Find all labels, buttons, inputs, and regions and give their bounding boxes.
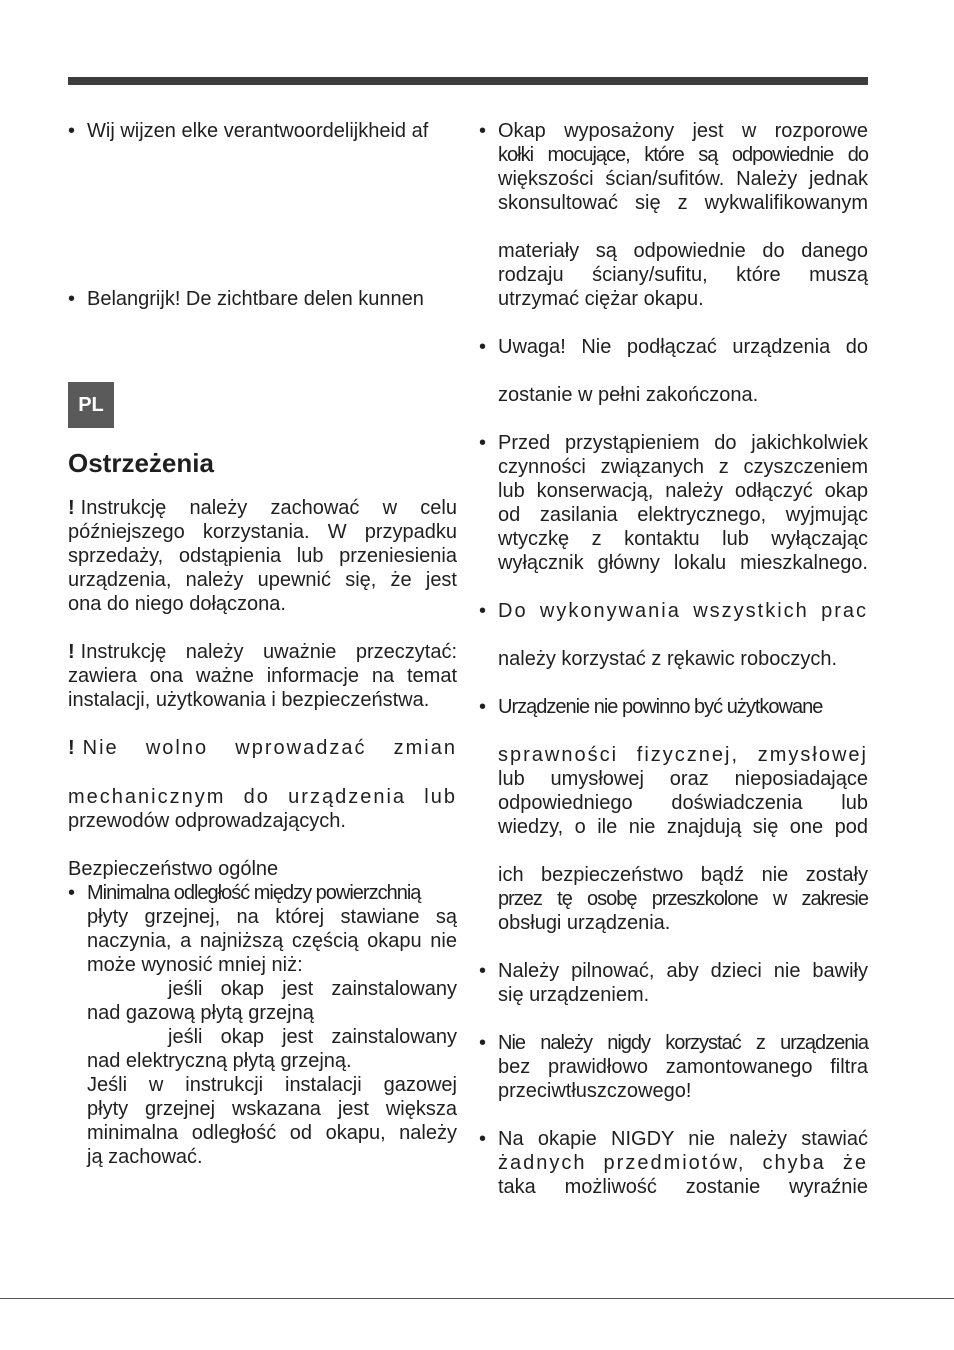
- r3-line: wtyczkę z kontaktu lub wyłączając: [498, 528, 868, 550]
- exclamation-icon: !: [68, 641, 75, 663]
- r5-line: obsługi urządzenia.: [498, 912, 671, 934]
- r5-line: odpowiedniego doświadczenia lub: [498, 792, 868, 814]
- r5-line: przez tę osobę przeszkolone w zakresie: [498, 888, 868, 910]
- r1-line: utrzymać ciężar okapu.: [498, 288, 704, 310]
- r6-line: się urządzeniem.: [498, 984, 650, 1006]
- warning-1-line: urządzenia, należy upewnić się, że jest: [68, 569, 457, 591]
- r3-line: lub konserwacją, należy odłączyć okap: [498, 480, 868, 502]
- safety-line: nad elektryczną płytą grzejną.: [87, 1050, 352, 1072]
- r5-line: ich bezpieczeństwo bądź nie zostały: [498, 864, 868, 886]
- r5-line: wiedzy, o ile nie znajdują się one pod: [498, 816, 868, 838]
- bullet: •: [479, 1128, 487, 1150]
- r8-line: taka możliwość zostanie wyraźnie: [498, 1176, 868, 1198]
- warning-3-line: przewodów odprowadzających.: [68, 810, 346, 832]
- nl-item-1: Wij wijzen elke verantwoordelijkheid af: [87, 120, 429, 142]
- r6-line: Należy pilnować, aby dzieci nie bawiły: [498, 960, 868, 982]
- bullet: •: [479, 336, 487, 358]
- bullet: •: [479, 432, 487, 454]
- r1-line: skonsultować się z wykwalifikowanym: [498, 192, 868, 214]
- bullet: •: [479, 696, 487, 718]
- bullet: •: [479, 1032, 487, 1054]
- top-rule: [68, 77, 868, 85]
- warning-2-line: zawiera ona ważne informacje na temat: [68, 665, 457, 687]
- bullet: •: [479, 120, 487, 142]
- r1-line: materiały są odpowiednie do danego: [498, 240, 868, 262]
- subsection-title: Bezpieczeństwo ogólne: [68, 858, 279, 880]
- r1-line: większości ścian/sufitów. Należy jednak: [498, 168, 868, 190]
- exclamation-icon: !: [68, 497, 75, 519]
- safety-line: Minimalna odległość między powierzchnią: [87, 882, 421, 904]
- warning-3-line: ! Nie wolno wprowadzać zmian: [68, 737, 457, 759]
- r4-line: Do wykonywania wszystkich prac: [498, 600, 868, 622]
- bullet: •: [68, 120, 76, 142]
- warning-1-line: ona do niego dołączona.: [68, 593, 286, 615]
- nl-item-2: Belangrijk! De zichtbare delen kunnen: [87, 288, 424, 310]
- r2-line: zostanie w pełni zakończona.: [498, 384, 759, 406]
- r5-line: lub umysłowej oraz nieposiadające: [498, 768, 868, 790]
- warning-2-line: ! Instrukcję należy uważnie przeczytać:: [68, 641, 457, 663]
- safety-line: ją zachować.: [87, 1146, 203, 1168]
- warning-1-line: późniejszego korzystania. W przypadku: [68, 521, 457, 543]
- section-heading: Ostrzeżenia: [68, 448, 214, 478]
- bottom-rule: [0, 1298, 954, 1299]
- r7-line: przeciwtłuszczowego!: [498, 1080, 692, 1102]
- safety-line: jeśli okap jest zainstalowany: [168, 978, 457, 1000]
- safety-line: może wynosić mniej niż:: [87, 954, 303, 976]
- r3-line: wyłącznik główny lokalu mieszkalnego.: [498, 552, 868, 574]
- warning-1-line: sprzedaży, odstąpienia lub przeniesienia: [68, 545, 457, 567]
- safety-line: nad gazową płytą grzejną: [87, 1002, 314, 1024]
- safety-line: naczynia, a najniższą częścią okapu nie: [87, 930, 457, 952]
- safety-line: jeśli okap jest zainstalowany: [168, 1026, 457, 1048]
- r8-line: żadnych przedmiotów, chyba że: [498, 1152, 868, 1174]
- safety-line: płyty grzejnej, na której stawiane są: [87, 906, 457, 928]
- r3-line: Przed przystąpieniem do jakichkolwiek: [498, 432, 868, 454]
- r8-line: Na okapie NIGDY nie należy stawiać: [498, 1128, 868, 1150]
- r3-line: czynności związanych z czyszczeniem: [498, 456, 868, 478]
- r1-line: kołki mocujące, które są odpowiednie do: [498, 144, 868, 166]
- r1-line: Okap wyposażony jest w rozporowe: [498, 120, 868, 142]
- warning-3-line: mechanicznym do urządzenia lub: [68, 786, 457, 808]
- bullet: •: [479, 960, 487, 982]
- safety-line: płyty grzejnej wskazana jest większa: [87, 1098, 457, 1120]
- r5-line: Urządzenie nie powinno być użytkowane: [498, 696, 823, 718]
- r3-line: od zasilania elektrycznego, wyjmując: [498, 504, 868, 526]
- r5-line: sprawności fizycznej, zmysłowej: [498, 744, 868, 766]
- r7-line: Nie należy nigdy korzystać z urządzenia: [498, 1032, 868, 1054]
- safety-line: Jeśli w instrukcji instalacji gazowej: [87, 1074, 457, 1096]
- bullet: •: [68, 882, 76, 904]
- r1-line: rodzaju ściany/sufitu, które muszą: [498, 264, 868, 286]
- bullet: •: [68, 288, 76, 310]
- warning-1-line: ! Instrukcję należy zachować w celu: [68, 497, 457, 519]
- warning-2-line: instalacji, użytkowania i bezpieczeństwa.: [68, 689, 430, 711]
- r4-line: należy korzystać z rękawic roboczych.: [498, 648, 838, 670]
- r2-line: Uwaga! Nie podłączać urządzenia do: [498, 336, 868, 358]
- safety-line: minimalna odległość od okapu, należy: [87, 1122, 457, 1144]
- exclamation-icon: !: [68, 737, 77, 759]
- r7-line: bez prawidłowo zamontowanego filtra: [498, 1056, 868, 1078]
- bullet: •: [479, 600, 487, 622]
- language-badge: PL: [68, 382, 114, 428]
